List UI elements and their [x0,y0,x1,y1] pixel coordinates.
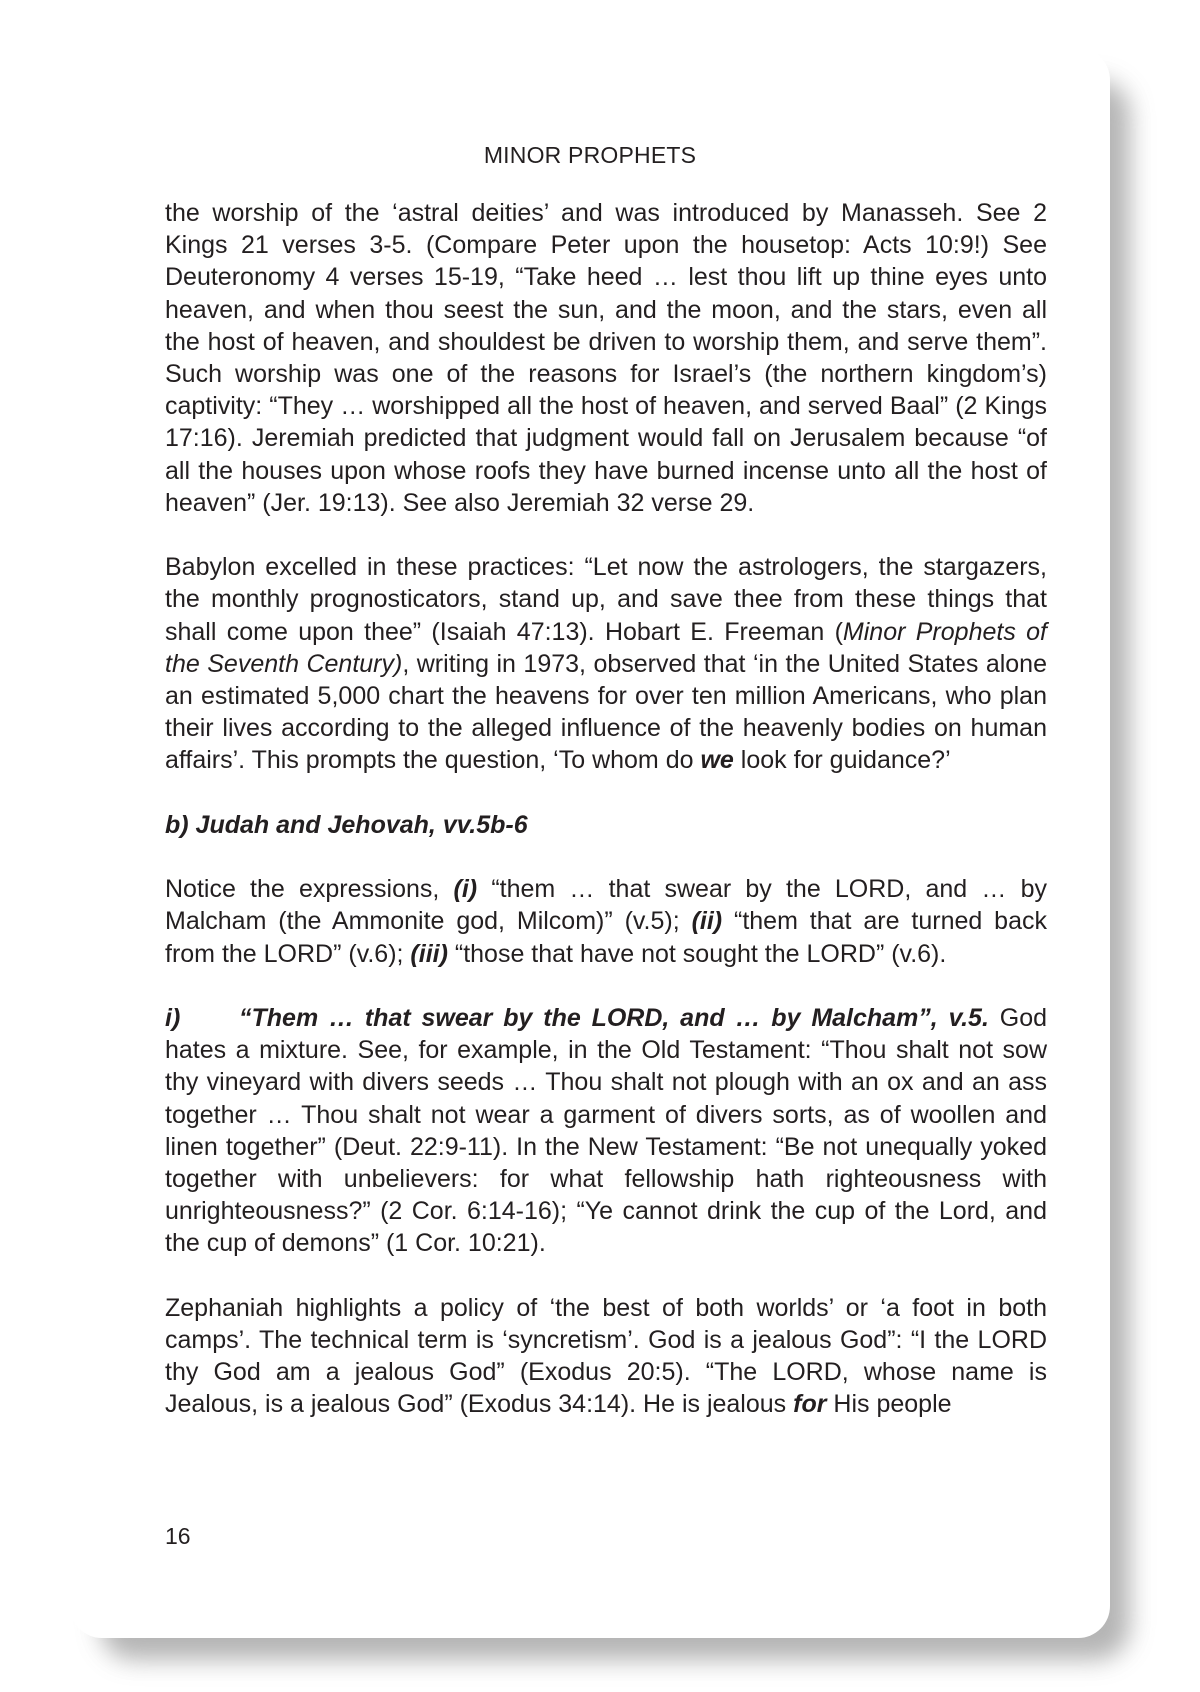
paragraph-expressions-part-b: “them … that swear by the LORD, and … by Malcham (the Ammonite god, Milcom)” (v.5); [165,875,1047,936]
emphasis-for: for [793,1390,827,1419]
paragraph-babylon-part-a: Babylon excelled in these practices: “Let now the astrologers, the stargazers, the monthly prognosticators, stand up, and save thee from these things that shall come upon thee” (Isaiah 47:13). Hobart E. Freeman ( [165,553,1047,646]
paragraph-babylon-part-b: , writing in 1973, observed that ‘in the United States alone an estimated 5,000 chart the heavens for over ten million Americans, who plan their lives according to the alleged influence of the heavenly bodies on human affairs’. This prompts the question, ‘To whom do [165,649,1047,775]
paragraph-syncretism [165,1292,1047,1421]
paragraph-expressions [165,873,1047,970]
paragraph-expressions-part-d: “those that have not sought the LORD” (v.6). [447,939,947,968]
paragraph-syncretism-part-b: His people [826,1390,952,1419]
book-title: Minor Prophets of the Seventh Century) [165,617,1047,678]
marker-iii: (iii) [410,939,448,968]
running-head: MINOR PROPHETS [483,142,697,168]
paragraph-expressions-part-a: Notice the expressions, [165,875,454,904]
paragraph-babylon-part-c: look for guidance?’ [733,746,951,775]
paragraph-astral-worship: the worship of the ‘astral deities’ and was introduced by Manasseh. See 2 Kings 21 verses 3-5. (Compare Peter upon the housetop: Acts 10:9!) See Deuteronomy 4 verses 15-19, “Take heed … lest thou lift up thine eyes unto heaven, and when thou seest the sun, and the moon, and the stars, even all the host of heaven, and shouldest be driven to worship them, and serve them”. Such worship was one of the reasons for Israel’s (the northern kingdom’s) captivity: “They … worshipped all the host of heaven, and served Baal” (2 Kings 17:16). Jeremiah predicted that judgment would fall on Jerusalem because “of all the houses upon whose roofs they have burned incense unto all the host of heaven” (Jer. 19:13). See also Jeremiah 32 verse 29. [165,199,1047,517]
marker-i: (i) [453,875,478,904]
subsection-title: “Them … that swear by the LORD, and … by Malcham”, v.5. [239,1004,989,1033]
section-heading: b) Judah and Jehovah, vv.5b-6 [165,810,528,839]
body-text [165,197,1047,1421]
marker-ii: (ii) [691,907,723,936]
paragraph-mixture-body: God hates a mixture. See, for example, in the Old Testament: “Thou shalt not sow thy vineyard with divers seeds … Thou shalt not plough with an ox and an ass together … Thou shalt not wear a garment of divers sorts, as of woollen and linen together” (Deut. 22:9-11). In the New Testament: “Be not unequally yoked together with unbelievers: for what fellowship hath righteousness with unrighteousness?” (2 Cor. 6:14-16); “Ye cannot drink the cup of the Lord, and the cup of demons” (1 Cor. 10:21). [165,1004,1047,1258]
book-page [70,48,1110,1638]
paragraph-expressions-part-c: “them that are turned back from the LORD” (v.6); [165,907,1047,968]
page-number: 16 [165,1523,191,1549]
paragraph-babylon [165,551,1047,776]
subsection-marker: i) [165,1004,181,1033]
emphasis-we: we [700,746,734,775]
paragraph-mixture [165,1002,1047,1260]
paragraph-syncretism-part-a: Zephaniah highlights a policy of ‘the best of both worlds’ or ‘a foot in both camps’. The technical term is ‘syncretism’. God is a jealous God”: “I the LORD thy God am a jealous God” (Exodus 20:5). “The LORD, whose name is Jealous, is a jealous God” (Exodus 34:14). He is jealous [165,1293,1047,1419]
